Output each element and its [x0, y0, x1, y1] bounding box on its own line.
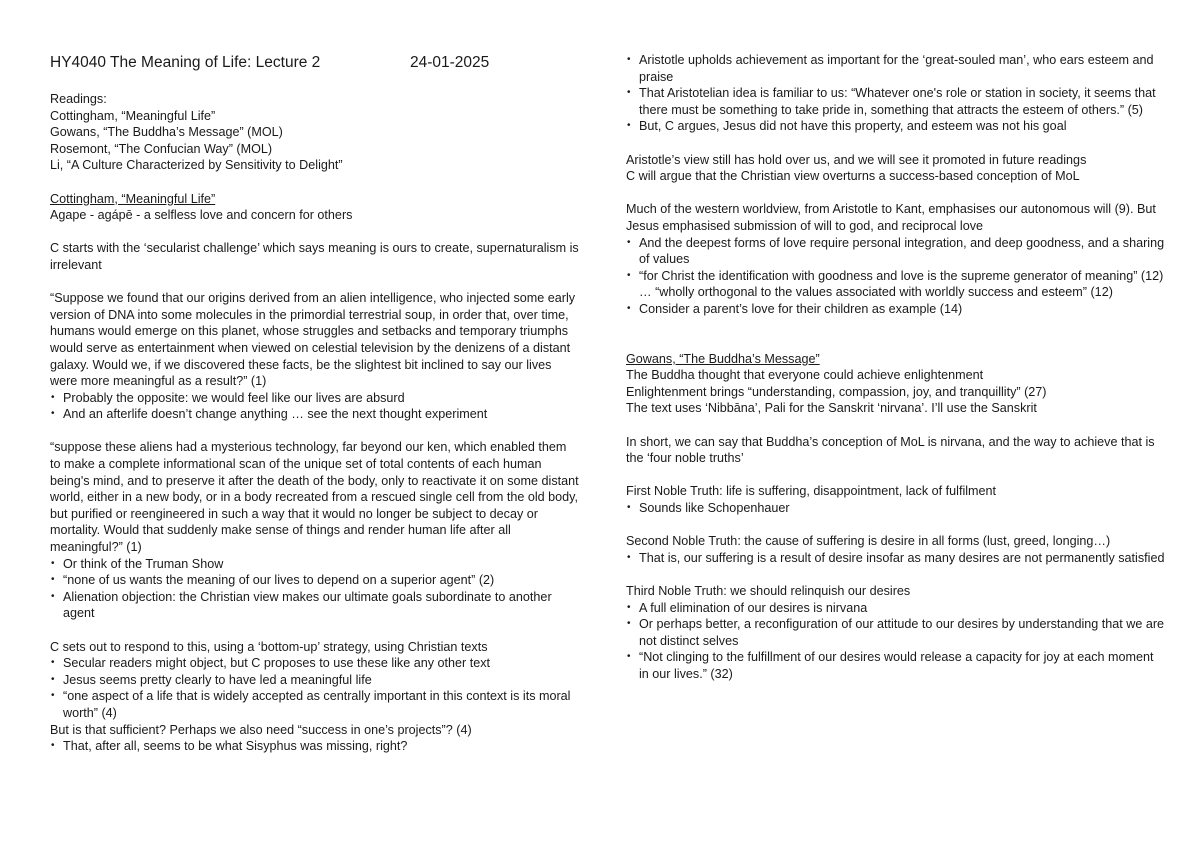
first-truth-bullets: [626, 500, 1166, 517]
bullet-item: • Alienation objection: the Christian view makes our ultimate goals subordinate to another agent: [50, 589, 580, 622]
alien-quote: “Suppose we found that our origins derived from an alien intelligence, who injected some early version of DNA into some molecules in the primordial terrestrial soup, in order that, over time, humans would emerge on this planet, whose struggles and setbacks and temporary triumphs would serve as entertainment when viewed on celestial television by the denizens of a distant galaxy. Would we, if we discovered these facts, be the slightest bit inclined to say our lives were more meaningful as a result?” (1): [50, 291, 576, 389]
readings-label: Readings:: [50, 92, 107, 106]
gowans-line: The Buddha thought that everyone could achieve enlightenment: [626, 368, 984, 383]
bullet-item: • Aristotle upholds achievement as important for the ‘great-souled man’, who ears esteem and praise: [626, 52, 1166, 85]
sufficiency-bullets: [50, 738, 580, 755]
gowans-line: The text uses ‘Nibbāna’, Pali for the Sanskrit ‘nirvana’. I’ll use the Sanskrit: [626, 401, 1037, 416]
bullet-item: • Jesus seems pretty clearly to have led a meaningful life: [50, 672, 580, 689]
gowans-heading: Gowans, “The Buddha’s Message”: [626, 351, 820, 366]
alien-quote-bullets: [50, 390, 580, 423]
right-flow: [626, 52, 1166, 683]
reading-item: Cottingham, “Meaningful Life”: [50, 108, 216, 123]
agape-definition: Agape - agápē - a selfless love and concern for others: [50, 208, 353, 223]
first-noble-truth: First Noble Truth: life is suffering, disappointment, lack of fulfilment: [626, 484, 997, 499]
bullet-item: • Sounds like Schopenhauer: [626, 500, 1166, 517]
aristotle-hold: Aristotle’s view still has hold over us, and we will see it promoted in future readings: [626, 152, 1087, 167]
secularist-challenge: C starts with the ‘secularist challenge’ which says meaning is ours to create, supernaturalism is irrelevant: [50, 241, 579, 272]
bullet-item: • Consider a parent’s love for their children as example (14): [626, 301, 1166, 318]
bullet-item: • “Not clinging to the fulfillment of our desires would release a capacity for joy at each moment in our lives.” (32): [626, 649, 1166, 682]
lecture-title: HY4040 The Meaning of Life: Lecture 2: [50, 54, 321, 71]
bullet-item: • Secular readers might object, but C proposes to use these like any other text: [50, 655, 580, 672]
bullet-item: • Probably the opposite: we would feel like our lives are absurd: [50, 390, 580, 407]
header: [50, 54, 580, 74]
bullet-item: • And the deepest forms of love require personal integration, and deep goodness, and a sharing of values: [626, 235, 1166, 268]
bullet-item: • Or perhaps better, a reconfiguration of our attitude to our desires by understanding that we are not distinct selves: [626, 616, 1166, 649]
bottom-up-strategy: C sets out to respond to this, using a ‘bottom-up’ strategy, using Christian texts: [50, 639, 488, 654]
second-noble-truth: Second Noble Truth: the cause of suffering is desire in all forms (lust, greed, longing…): [626, 534, 1111, 549]
in-short: In short, we can say that Buddha’s conception of MoL is nirvana, and the way to achieve that is the ‘four noble truths’: [626, 434, 1155, 466]
reading-item: Li, “A Culture Characterized by Sensitivity to Delight”: [50, 158, 343, 173]
second-truth-bullets: [626, 550, 1166, 567]
gowans-line: Enlightenment brings “understanding, compassion, joy, and tranquillity” (27): [626, 384, 1047, 399]
sufficiency-question: But is that sufficient? Perhaps we also need “success in one’s projects”? (4): [50, 722, 472, 737]
left-flow: [50, 91, 580, 755]
cottingham-heading: Cottingham, “Meaningful Life”: [50, 191, 216, 206]
bullet-item: • “none of us wants the meaning of our lives to depend on a superior agent” (2): [50, 572, 580, 589]
western-worldview: Much of the western worldview, from Aristotle to Kant, emphasises our autonomous will (9). But Jesus emphasised submission of will to god, and reciprocal love: [626, 202, 1156, 233]
third-noble-truth: Third Noble Truth: we should relinquish our desires: [626, 584, 911, 598]
bottom-up-bullets: [50, 655, 580, 721]
scan-quote-bullets: [50, 556, 580, 622]
reading-item: Gowans, “The Buddha’s Message” (MOL): [50, 125, 283, 140]
aristotle-bullets: [626, 52, 1166, 135]
bullet-item: • A full elimination of our desires is nirvana: [626, 600, 1166, 617]
reading-item: Rosemont, “The Confucian Way” (MOL): [50, 141, 273, 156]
bullet-item: • “one aspect of a life that is widely accepted as centrally important in this context is its moral worth” (4): [50, 688, 580, 721]
bullet-item: • But, C argues, Jesus did not have this property, and esteem was not his goal: [626, 118, 1166, 135]
bullet-item: • “for Christ the identification with goodness and love is the supreme generator of meaning” (12) … “wholly orthogonal to the values associated with worldly success and esteem” (12): [626, 268, 1166, 301]
bullet-item: • That is, our suffering is a result of desire insofar as many desires are not permanently satisfied: [626, 550, 1166, 567]
bullet-item: • That Aristotelian idea is familiar to us: “Whatever one's role or station in society, it seems that there must be something to take pride in, something that attracts the esteem of others.” (5): [626, 85, 1166, 118]
third-truth-bullets: [626, 600, 1166, 683]
bullet-item: • Or think of the Truman Show: [50, 556, 580, 573]
christian-view-claim: C will argue that the Christian view overturns a success-based conception of MoL: [626, 169, 1080, 184]
bullet-item: • That, after all, seems to be what Sisyphus was missing, right?: [50, 738, 580, 755]
bullet-item: • And an afterlife doesn’t change anything … see the next thought experiment: [50, 406, 580, 423]
lecture-date: 24-01-2025: [410, 54, 490, 71]
western-bullets: [626, 235, 1166, 318]
scan-quote: “suppose these aliens had a mysterious technology, far beyond our ken, which enabled them to make a complete informational scan of the unique set of total contents of each human being's mind, and to preserve it after the death of the body, only to reactivate it on some distant world, either in a new body, or in a body recreated from a rescued single cell from the old body, but purified or reengineered in such a way that it would no longer be subject to decay or mortality. Would that suddenly make sense of things and render human life after all meaningful?” (1): [50, 440, 579, 555]
